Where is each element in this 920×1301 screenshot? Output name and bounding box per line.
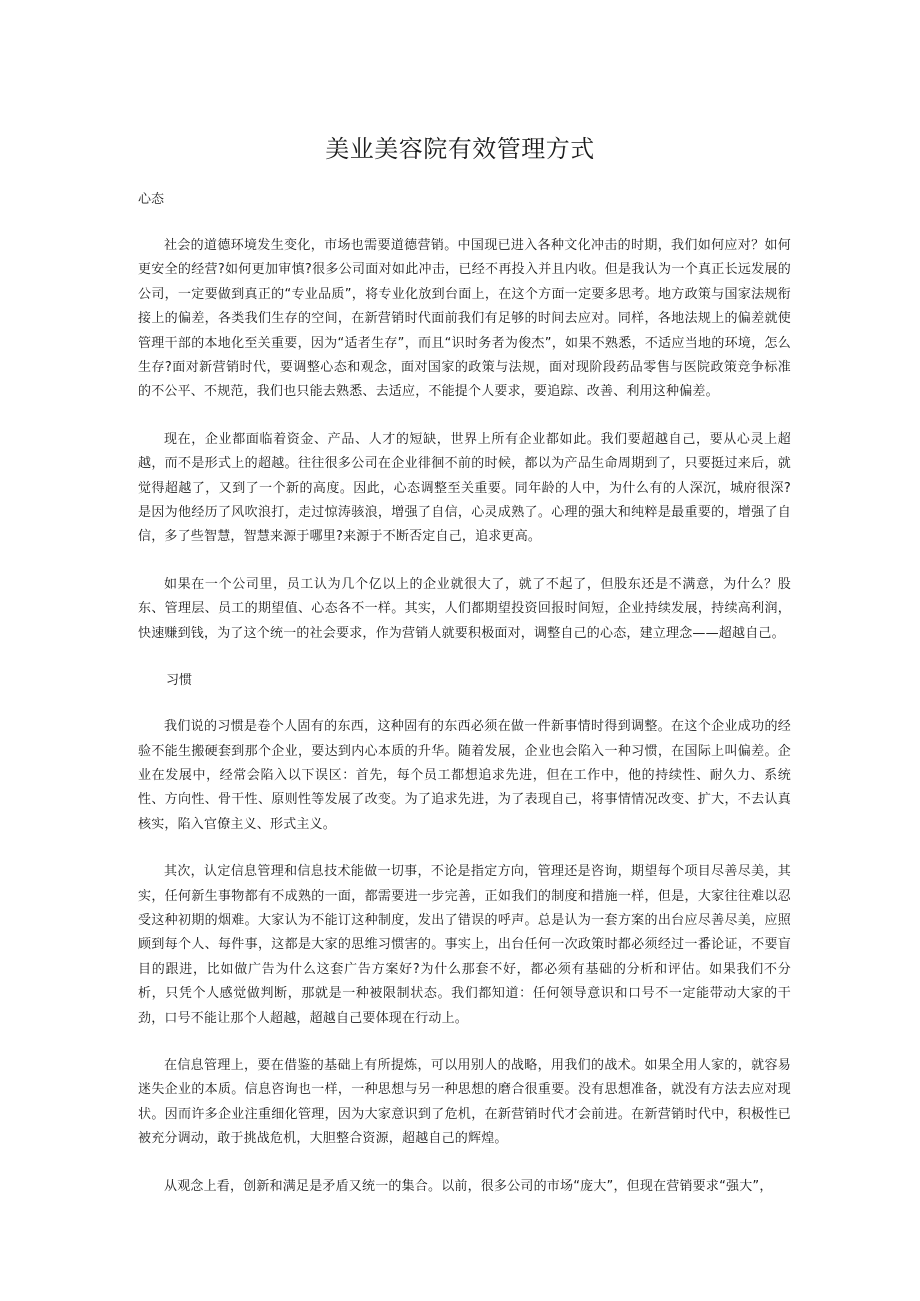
paragraph: 从观念上看，创新和满足是矛盾又统一的集合。以前，很多公司的市场“庞大”，但现在营销要求“强大”， bbox=[164, 1178, 773, 1194]
document-title: 美业美容院有效管理方式 bbox=[325, 135, 595, 163]
section-heading: 心态 bbox=[138, 192, 165, 207]
section-habits bbox=[138, 669, 791, 1199]
paragraph: 其次，认定信息管理和信息技术能做一切事，不论是指定方向，管理还是咨询，期望每个项目尽善尽美，其实，任何新生事物都有不成熟的一面，都需要进一步完善，正如我们的制度和措施一样，但是，大家往往难以忍受这种初期的烟难。大家认为不能订这种制度，发出了错误的呼声。总是认为一套方案的出台应尽善尽美，应照顾到每个人、每件事，这都是大家的思维习惯害的。事实上，出台任何一次政策时都必须经过一番论证，不要盲目的跟进，比如做广告为什么这套广告方案好?为什么那套不好，都必须有基础的分析和评估。如果我们不分析，只凭个人感觉做判断，那就是一种被限制状态。我们都知道：任何领导意识和口号不一定能带动大家的干劲，口号不能让那个人超越，超越自己要体现在行动上。 bbox=[138, 864, 791, 1026]
paragraph: 如果在一个公司里，员工认为几个亿以上的企业就很大了，就了不起了，但股东还是不满意，为什么？股东、管理层、员工的期望值、心态各不一样。其实，人们都期望投资回报时间短，企业持续发展，持续高利润，快速赚到钱，为了这个统一的社会要求，作为营销人就要积极面对，调整自己的心态，建立理念——超越自己。 bbox=[138, 576, 791, 641]
document-body bbox=[138, 188, 791, 1199]
section-heading: 习惯 bbox=[166, 673, 193, 689]
paragraph: 现在，企业都面临着资金、产品、人才的短缺，世界上所有企业都如此。我们要超越自己，要从心灵上超越，而不是形式上的超越。往往很多公司在企业徘徊不前的时候，都以为产品生命周期到了，只要挺过来后，就觉得超越了，又到了一个新的高度。因此，心态调整至关重要。同年龄的人中，为什么有的人深沉，城府很深?是因为他经历了风吹浪打，走过惊涛骇浪，增强了自信，心灵成熟了。心理的强大和纯粹是最重要的，增强了自信，多了些智慧，智慧来源于哪里?来源于不断否定自己，追求更高。 bbox=[138, 431, 791, 545]
paragraph: 我们说的习惯是卷个人固有的东西，这种固有的东西必须在做一件新事情时得到调整。在这个企业成功的经验不能生搬硬套到那个企业，要达到内心本质的升华。随着发展，企业也会陷入一种习惯，在国际上叫偏差。企业在发展中，经常会陷入以下误区：首先，每个员工都想追求先进，但在工作中，他的持续性、耐久力、系统性、方向性、骨干性、原则性等发展了改变。为了追求先进，为了表现自己，将事情情况改变、扩大，不去认真核实，陷入官僚主义、形式主义。 bbox=[138, 719, 791, 832]
paragraph: 社会的道德环境发生变化，市场也需要道德营销。中国现已进入各种文化冲击的时期，我们如何应对？如何更安全的经营?如何更加审慎?很多公司面对如此冲击，已经不再投入并且内收。但是我认为一个真正长远发展的公司，一定要做到真正的“专业品质”，将专业化放到台面上，在这个方面一定要多思考。地方政策与国家法规衔接上的偏差，各类我们生存的空间，在新营销时代面前我们有足够的时间去应对。同样，各地法规上的偏差就使管理干部的本地化至关重要，因为“适者生存”，而且“识时务者为俊杰”，如果不熟悉，不适应当地的环境，怎么生存?面对新营销时代，要调整心态和观念，面对国家的政策与法规，面对现阶段药品零售与医院政策竞争标准的不公平、不规范，我们也只能去熟悉、去适应，不能提个人要求，要追踪、改善、利用这种偏差。 bbox=[138, 238, 791, 400]
paragraph: 在信息管理上，要在借鉴的基础上有所提炼，可以用别人的战略，用我们的战术。如果全用人家的，就容易迷失企业的本质。信息咨询也一样，一种思想与另一种思想的磨合很重要。没有思想准备，就没有方法去应对现状。因而许多企业注重细化管理，因为大家意识到了危机，在新营销时代才会前进。在新营销时代中，积极性已被充分调动，敢于挑战危机，大胆整合资源，超越自己的辉煌。 bbox=[138, 1057, 791, 1147]
section-mindset bbox=[138, 188, 791, 646]
